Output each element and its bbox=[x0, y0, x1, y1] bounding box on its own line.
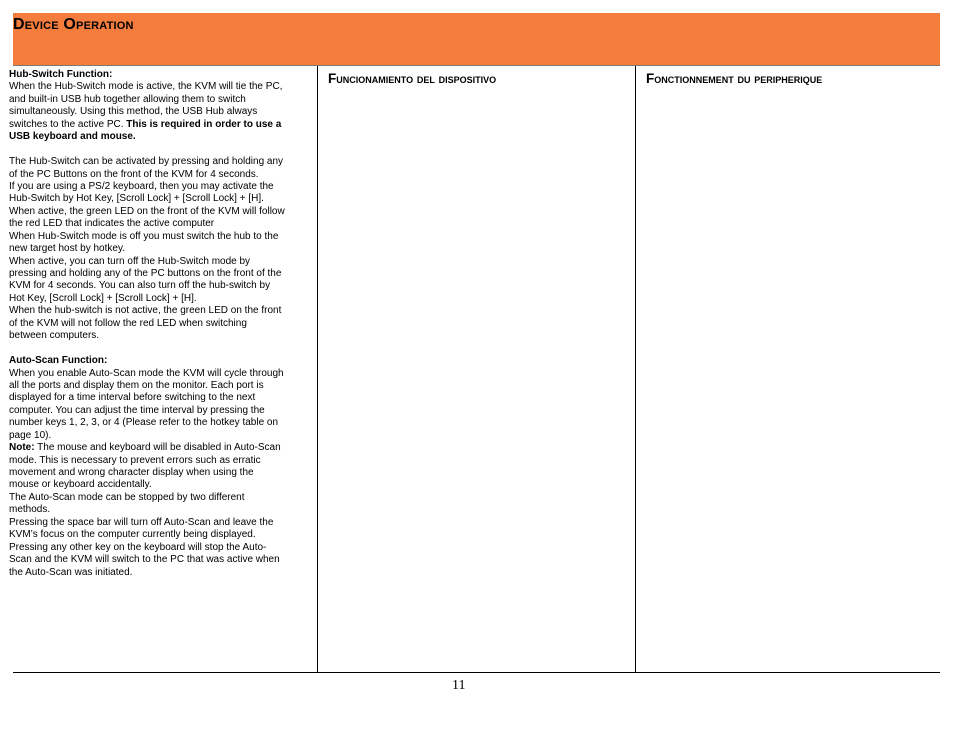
text-run: switches to the active PC. bbox=[9, 118, 127, 130]
bottom-divider bbox=[13, 672, 940, 673]
paragraph-gap bbox=[9, 343, 311, 355]
paragraph-gap bbox=[9, 144, 311, 156]
english-column bbox=[9, 66, 318, 672]
text-line: of the KVM will not follow the red LED when switching bbox=[9, 317, 247, 329]
text-line: Scan and the KVM will switch to the PC that was active when bbox=[9, 554, 280, 566]
hub-switch-heading: Hub-Switch Function: bbox=[9, 69, 113, 80]
text-line: and built-in USB hub together allowing them to switch bbox=[9, 93, 246, 105]
text-line: Pressing any other key on the keyboard will stop the Auto- bbox=[9, 541, 267, 553]
text-line: KVM for 4 seconds. You can also turn off the hub-switch by bbox=[9, 280, 271, 292]
text-line: When Hub-Switch mode is off you must switch the hub to the bbox=[9, 230, 279, 242]
text-line-mixed bbox=[9, 119, 311, 131]
text-line: the red LED that indicates the active computer bbox=[9, 218, 215, 230]
text-line: When active, you can turn off the Hub-Switch mode by bbox=[9, 255, 251, 267]
spanish-column bbox=[319, 66, 636, 672]
text-line: When the hub-switch is not active, the green LED on the front bbox=[9, 305, 282, 317]
auto-scan-heading: Auto-Scan Function: bbox=[9, 355, 108, 367]
text-line: Hub-Switch by Hot Key, [Scroll Lock] + [Scroll Lock] + [H]. bbox=[9, 193, 264, 205]
text-line: Pressing the space bar will turn off Auto-Scan and leave the bbox=[9, 516, 274, 528]
text-line: pressing and holding any of the PC buttons on the front of the bbox=[9, 268, 282, 279]
section-header-bar bbox=[13, 13, 940, 66]
text-line: all the ports and display them on the monitor. Each port is bbox=[9, 379, 264, 391]
text-line: simultaneously. Using this method, the USB Hub always bbox=[9, 106, 258, 118]
text-line: When active, the green LED on the front of the KVM will follow bbox=[9, 205, 285, 217]
note-text: The mouse and keyboard will be disabled in Auto-Scan bbox=[34, 442, 281, 454]
required-note-cont: USB keyboard and mouse. bbox=[9, 131, 136, 143]
page-number: 11 bbox=[452, 678, 466, 693]
text-line: mouse or keyboard accidentally. bbox=[9, 479, 152, 491]
french-column bbox=[637, 66, 940, 672]
text-line: of the PC Buttons on the front of the KVM for 4 seconds. bbox=[9, 168, 259, 180]
text-line: If you are using a PS/2 keyboard, then you may activate the bbox=[9, 180, 274, 192]
page-title: Device Operation bbox=[13, 16, 134, 33]
text-line: When you enable Auto-Scan mode the KVM will cycle through bbox=[9, 367, 284, 379]
text-line: movement and wrong character display when using the bbox=[9, 467, 254, 478]
text-line: the Auto-Scan was initiated. bbox=[9, 566, 133, 578]
text-line: The Auto-Scan mode can be stopped by two different bbox=[9, 491, 245, 503]
note-label: Note: bbox=[9, 442, 35, 454]
text-line: KVM’s focus on the computer currently being displayed. bbox=[9, 529, 256, 541]
french-heading: Fonctionnement du peripherique bbox=[646, 71, 823, 86]
required-note: This is required in order to use a bbox=[126, 118, 282, 130]
text-line: Hot Key, [Scroll Lock] + [Scroll Lock] + [H]. bbox=[9, 292, 197, 304]
english-body bbox=[9, 69, 311, 579]
text-line: number keys 1, 2, 3, or 4 (Please refer to the hotkey table on bbox=[9, 417, 279, 429]
text-line: new target host by hotkey. bbox=[9, 243, 125, 255]
text-line: mode. This is necessary to prevent errors such as erratic bbox=[9, 454, 261, 466]
text-line: The Hub-Switch can be activated by pressing and holding any bbox=[9, 156, 284, 168]
note-line bbox=[9, 442, 311, 454]
text-line: methods. bbox=[9, 504, 51, 516]
text-line: page 10). bbox=[9, 429, 52, 441]
text-line: displayed for a time interval before switching to the next bbox=[9, 392, 256, 404]
text-line: between computers. bbox=[9, 330, 100, 342]
text-line: When the Hub-Switch mode is active, the KVM will tie the PC, bbox=[9, 81, 283, 93]
text-line: computer. You can adjust the time interval by pressing the bbox=[9, 404, 265, 416]
spanish-heading: Funcionamiento del dispositivo bbox=[328, 71, 497, 86]
